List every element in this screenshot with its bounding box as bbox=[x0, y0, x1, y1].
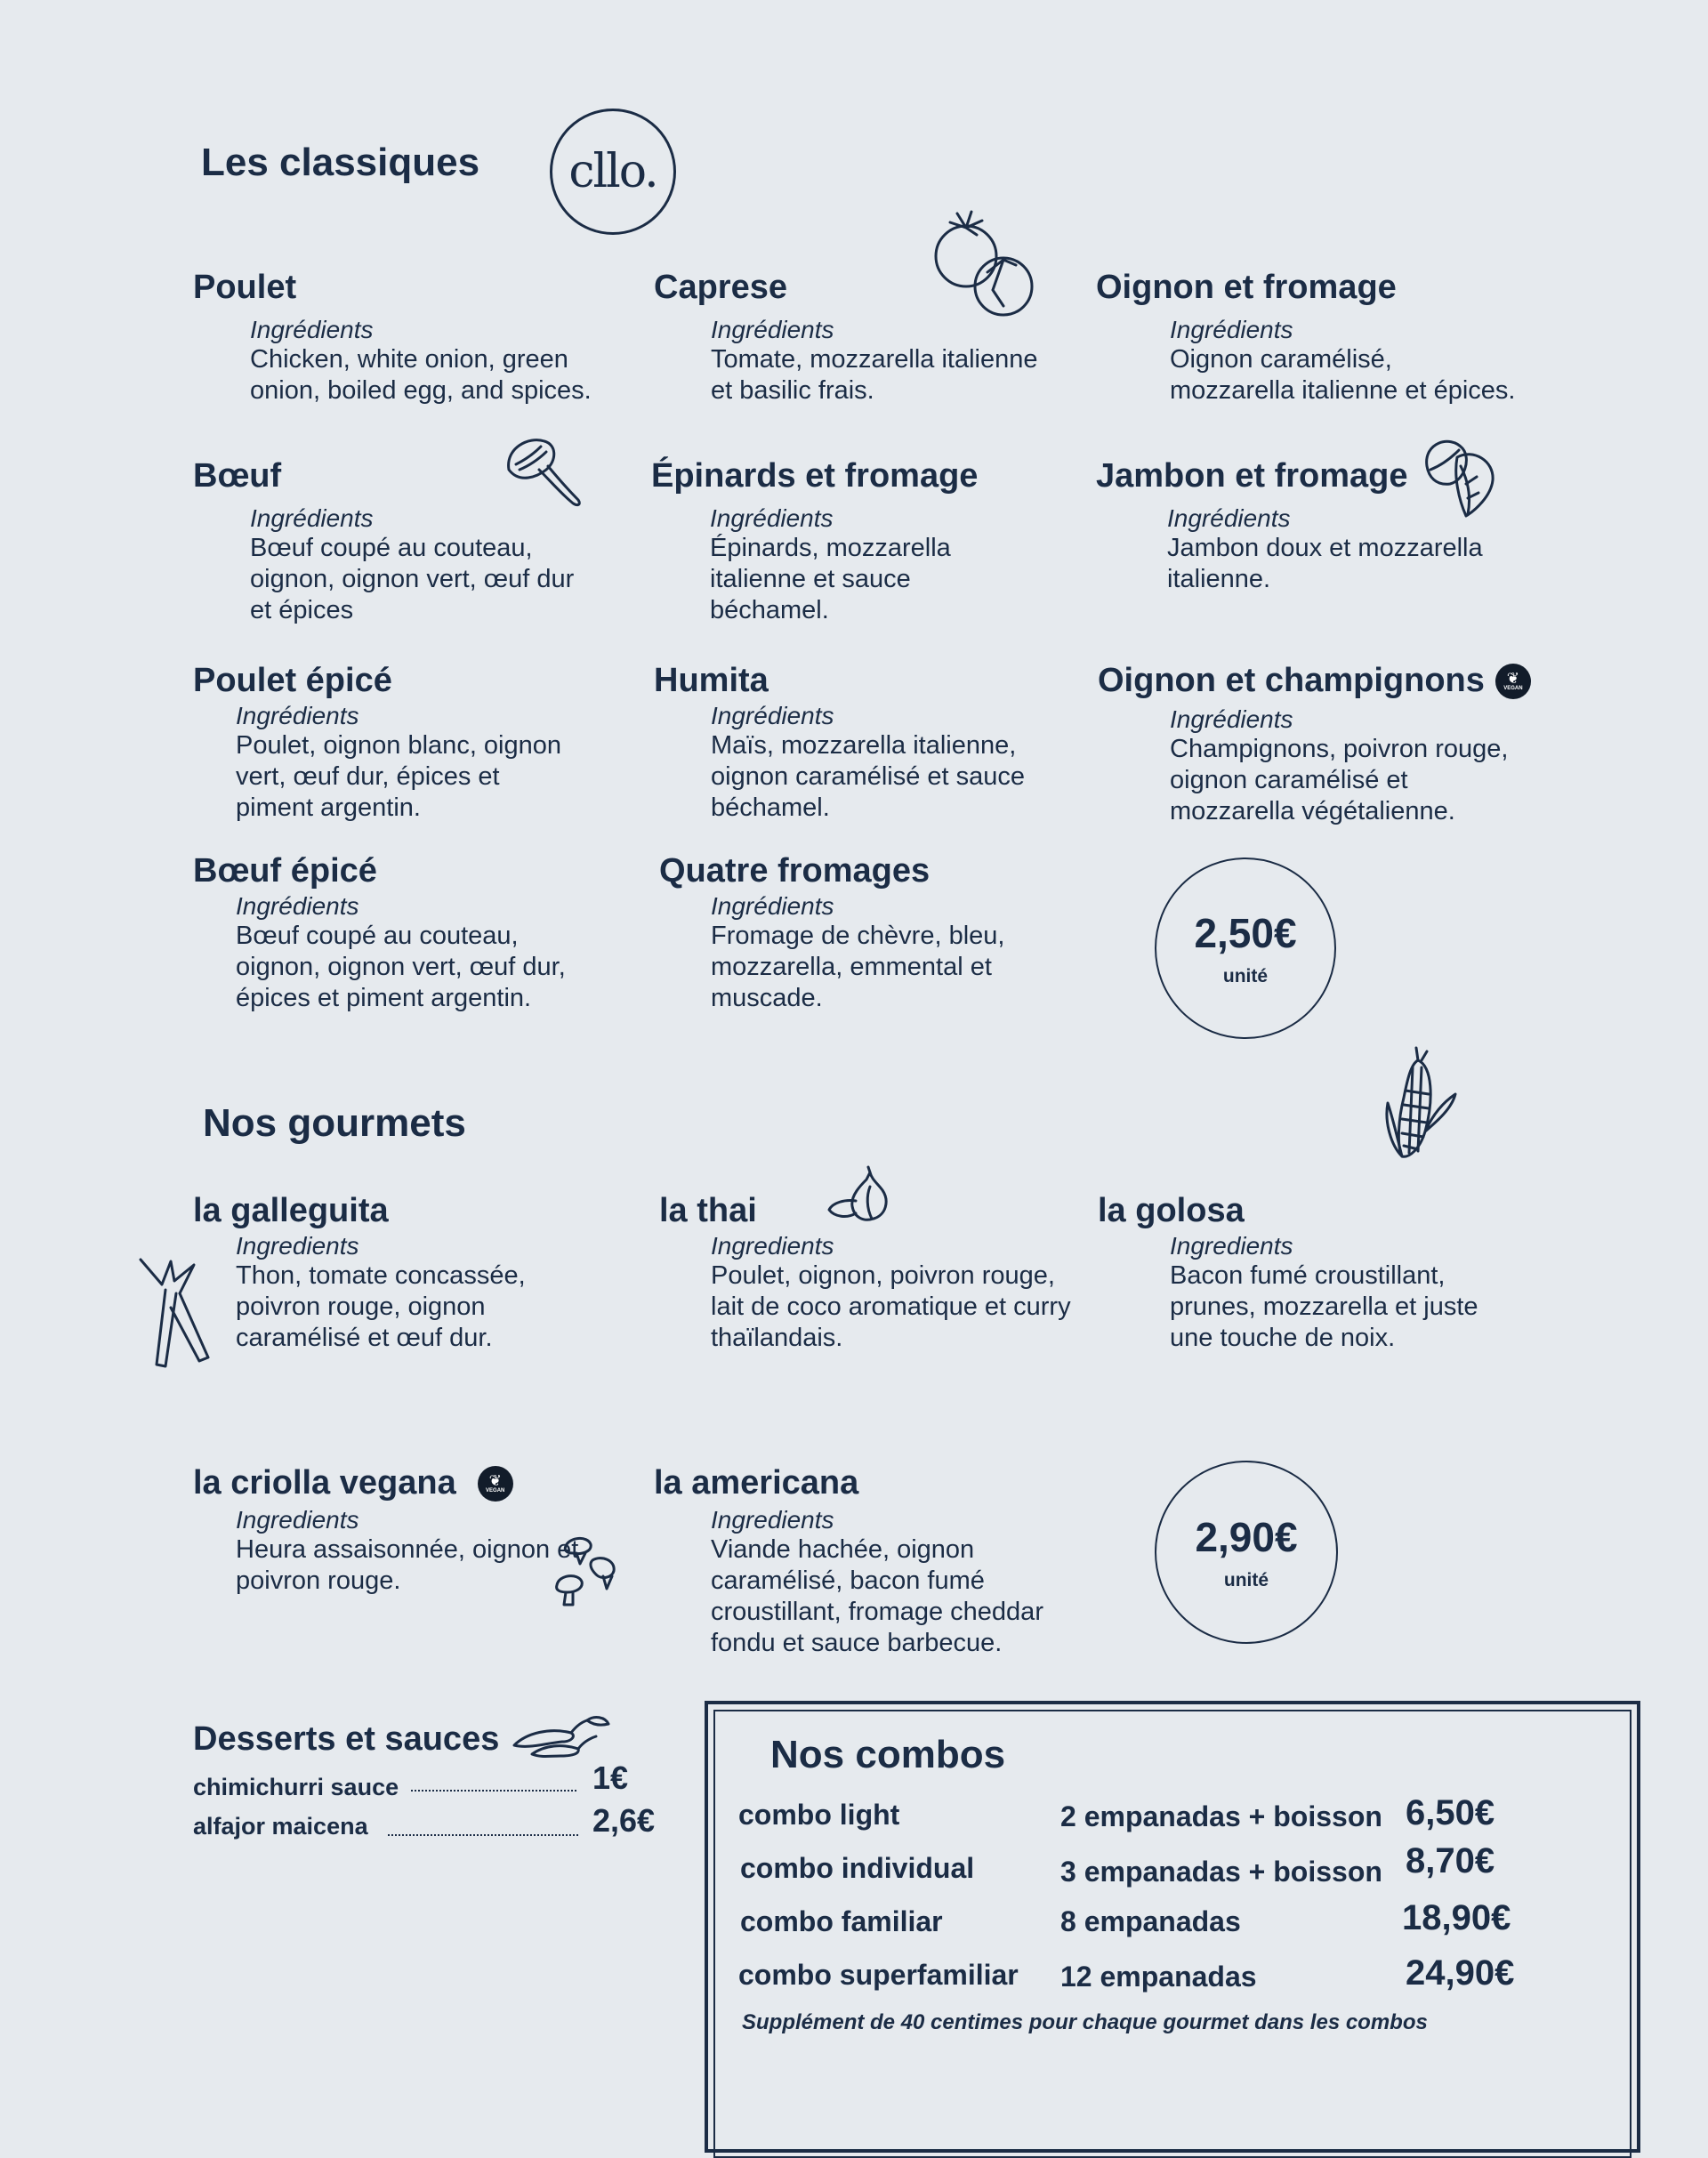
logo-text: cllo. bbox=[568, 145, 657, 198]
ingredients-line: Champignons, poivron rouge, bbox=[1170, 735, 1509, 763]
ingredients-line: Maïs, mozzarella italienne, bbox=[711, 731, 1017, 760]
menu-item bbox=[193, 269, 592, 407]
ingredients-line: croustillant, fromage cheddar bbox=[711, 1598, 1043, 1626]
vegan-badge-text: VEGAN bbox=[1503, 685, 1523, 691]
combo-desc: 2 empanadas + boisson bbox=[1060, 1800, 1382, 1832]
ingredients-line: vert, œuf dur, épices et bbox=[236, 762, 500, 791]
ingredients-label: Ingrédients bbox=[1170, 316, 1293, 343]
ingredients-line: oignon, oignon vert, œuf dur bbox=[250, 565, 575, 593]
ingredients-line: lait de coco aromatique et curry bbox=[711, 1292, 1071, 1321]
combo-desc: 12 empanadas bbox=[1060, 1961, 1257, 1993]
ingredients-label: Ingredients bbox=[1170, 1232, 1293, 1260]
ingredients-line: thaïlandais. bbox=[711, 1324, 843, 1352]
ingredients-line: une touche de noix. bbox=[1170, 1324, 1396, 1352]
ingredients-line: Bœuf coupé au couteau, bbox=[250, 534, 533, 562]
item-name: Bœuf épicé bbox=[193, 852, 377, 890]
item-name: Quatre fromages bbox=[659, 852, 931, 890]
ingredients-line: mozzarella italienne et épices. bbox=[1170, 376, 1516, 405]
dotted-leader bbox=[411, 1790, 576, 1792]
ingredients-line: et épices bbox=[250, 596, 354, 624]
dessert-item-price: 1€ bbox=[592, 1759, 629, 1796]
ingredients-line: Poulet, oignon blanc, oignon bbox=[236, 731, 562, 760]
dessert-item-name: chimichurri sauce bbox=[193, 1774, 399, 1800]
vegan-badge-text: VEGAN bbox=[486, 1487, 505, 1494]
ingredients-line: oignon caramélisé et sauce bbox=[711, 762, 1026, 791]
mushrooms-icon bbox=[552, 1534, 624, 1610]
ingredients-label: Ingrédients bbox=[711, 892, 834, 920]
section-title-desserts: Desserts et sauces bbox=[193, 1720, 500, 1758]
ingredients-line: Oignon caramélisé, bbox=[1170, 345, 1392, 374]
ingredients-line: Chicken, white onion, green bbox=[250, 345, 568, 374]
chili-peppers-icon bbox=[509, 1710, 616, 1759]
item-name: Oignon et champignons bbox=[1098, 662, 1485, 699]
ingredients-label: Ingrédients bbox=[710, 504, 834, 532]
ingredients-line: Viande hachée, oignon bbox=[711, 1535, 975, 1564]
ingredients-line: Tomate, mozzarella italienne bbox=[711, 345, 1038, 374]
ingredients-label: Ingrédients bbox=[1167, 504, 1291, 532]
item-name: Poulet bbox=[193, 269, 297, 306]
price-value: 2,90€ bbox=[1195, 1514, 1298, 1560]
menu-item bbox=[659, 852, 1004, 1014]
combo-note: Supplément de 40 centimes pour chaque gourmet dans les combos bbox=[742, 2010, 1428, 2034]
menu-item bbox=[1096, 457, 1483, 595]
menu-item bbox=[193, 662, 561, 824]
menu-item bbox=[659, 1192, 1071, 1354]
menu-item bbox=[193, 852, 566, 1014]
item-name: Jambon et fromage bbox=[1096, 457, 1408, 495]
ingredients-line: oignon caramélisé et bbox=[1170, 766, 1408, 794]
ingredients-line: italienne et sauce bbox=[710, 565, 911, 593]
ingredients-line: Épinards, mozzarella bbox=[710, 534, 951, 562]
item-name: la americana bbox=[654, 1464, 859, 1502]
combo-price: 8,70€ bbox=[1406, 1841, 1495, 1880]
item-name: la thai bbox=[659, 1192, 757, 1229]
menu-item bbox=[193, 1464, 578, 1597]
ingredients-line: épices et piment argentin. bbox=[236, 984, 532, 1012]
ingredients-line: caramélisé, bacon fumé bbox=[711, 1566, 985, 1595]
combo-desc: 3 empanadas + boisson bbox=[1060, 1856, 1382, 1888]
item-name: Oignon et fromage bbox=[1096, 269, 1397, 306]
price-unit: unité bbox=[1223, 1570, 1269, 1590]
dotted-leader bbox=[388, 1834, 578, 1836]
menu-item bbox=[1096, 269, 1515, 407]
ingredients-label: Ingrédients bbox=[236, 892, 359, 920]
item-name: la criolla vegana bbox=[193, 1464, 456, 1502]
ingredients-line: et basilic frais. bbox=[711, 376, 874, 405]
combo-price: 6,50€ bbox=[1406, 1793, 1495, 1832]
vegan-icon: ❦ VEGAN bbox=[478, 1466, 513, 1502]
section-title-classiques: Les classiques bbox=[201, 141, 480, 184]
combo-name: combo familiar bbox=[740, 1905, 943, 1937]
dessert-item-name: alfajor maicena bbox=[193, 1813, 368, 1840]
dessert-item-price: 2,6€ bbox=[592, 1802, 656, 1839]
price-unit: unité bbox=[1222, 966, 1269, 986]
price-badge-gourmets bbox=[1155, 1461, 1338, 1644]
ingredients-line: Jambon doux et mozzarella bbox=[1167, 534, 1483, 562]
price-value: 2,50€ bbox=[1194, 910, 1297, 956]
menu-item bbox=[193, 457, 574, 626]
combo-name: combo superfamiliar bbox=[738, 1959, 1019, 1991]
item-name: Humita bbox=[654, 662, 769, 699]
ingredients-label: Ingredients bbox=[236, 1232, 359, 1260]
menu-item bbox=[654, 269, 1038, 407]
ingredients-label: Ingrédients bbox=[711, 702, 834, 729]
item-name: la golosa bbox=[1098, 1192, 1245, 1229]
ingredients-line: Heura assaisonnée, oignon et bbox=[236, 1535, 579, 1564]
menu-item bbox=[651, 457, 978, 626]
item-name: la galleguita bbox=[193, 1192, 389, 1229]
item-name: Épinards et fromage bbox=[651, 457, 979, 495]
combo-price: 24,90€ bbox=[1406, 1953, 1515, 1993]
ingredients-line: Thon, tomate concassée, bbox=[236, 1261, 526, 1290]
item-name: Caprese bbox=[654, 269, 787, 306]
ingredients-line: piment argentin. bbox=[236, 793, 421, 822]
ingredients-label: Ingredients bbox=[711, 1232, 834, 1260]
ingredients-line: mozzarella végétalienne. bbox=[1170, 797, 1455, 825]
cllo-logo bbox=[550, 109, 676, 235]
ingredients-line: Fromage de chèvre, bleu, bbox=[711, 922, 1005, 950]
ingredients-label: Ingrédients bbox=[250, 316, 374, 343]
corn-icon bbox=[1379, 1046, 1462, 1176]
price-badge-classiques bbox=[1155, 858, 1336, 1039]
ingredients-line: fondu et sauce barbecue. bbox=[711, 1629, 1003, 1657]
ingredients-label: Ingrédients bbox=[1170, 705, 1293, 733]
ingredients-line: italienne. bbox=[1167, 565, 1271, 593]
vegan-icon: ❦ VEGAN bbox=[1495, 664, 1531, 699]
ingredients-line: Poulet, oignon, poivron rouge, bbox=[711, 1261, 1055, 1290]
ingredients-line: poivron rouge. bbox=[236, 1566, 401, 1595]
ingredients-line: mozzarella, emmental et bbox=[711, 953, 992, 981]
ingredients-line: poivron rouge, oignon bbox=[236, 1292, 486, 1321]
ingredients-label: Ingredients bbox=[711, 1506, 834, 1534]
section-title-gourmets: Nos gourmets bbox=[203, 1101, 466, 1145]
ingredients-line: prunes, mozzarella et juste bbox=[1170, 1292, 1478, 1321]
menu-item bbox=[654, 1464, 1043, 1659]
combo-name: combo light bbox=[738, 1799, 900, 1831]
ingredients-line: Bœuf coupé au couteau, bbox=[236, 922, 519, 950]
menu-item bbox=[654, 662, 1025, 824]
ingredients-label: Ingrédients bbox=[711, 316, 834, 343]
ingredients-line: Bacon fumé croustillant, bbox=[1170, 1261, 1446, 1290]
item-name: Bœuf bbox=[193, 457, 282, 495]
menu-item bbox=[1098, 662, 1531, 827]
menu-item bbox=[1098, 1192, 1478, 1354]
combo-desc: 8 empanadas bbox=[1060, 1905, 1241, 1937]
combo-name: combo individual bbox=[740, 1852, 975, 1884]
ingredients-line: muscade. bbox=[711, 984, 823, 1012]
ingredients-line: onion, boiled egg, and spices. bbox=[250, 376, 592, 405]
ingredients-label: Ingrédients bbox=[236, 702, 359, 729]
item-name: Poulet épicé bbox=[193, 662, 392, 699]
section-title-combos: Nos combos bbox=[770, 1733, 1006, 1776]
ingredients-label: Ingredients bbox=[236, 1506, 359, 1534]
ingredients-line: oignon, oignon vert, œuf dur, bbox=[236, 953, 566, 981]
ingredients-line: caramélisé et œuf dur. bbox=[236, 1324, 493, 1352]
ingredients-line: béchamel. bbox=[710, 596, 829, 624]
ingredients-line: béchamel. bbox=[711, 793, 830, 822]
combo-price: 18,90€ bbox=[1402, 1898, 1511, 1937]
menu-item bbox=[193, 1192, 526, 1354]
ingredients-label: Ingrédients bbox=[250, 504, 374, 532]
